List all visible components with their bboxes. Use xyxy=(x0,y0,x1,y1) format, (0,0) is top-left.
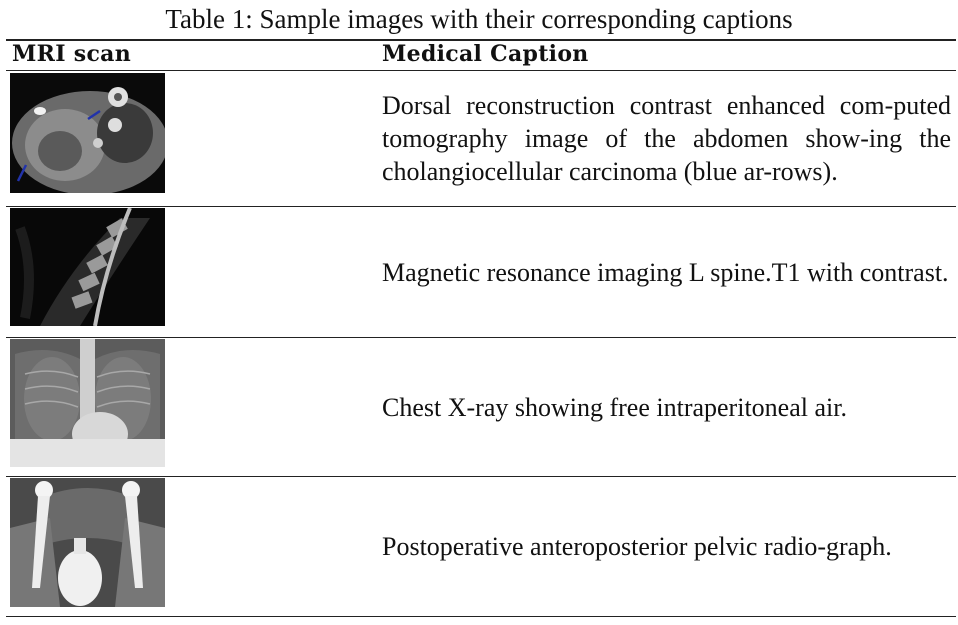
caption-cell xyxy=(382,72,951,205)
header-image-column: MRI scan xyxy=(12,41,132,67)
caption-cell xyxy=(382,207,951,337)
caption-cell xyxy=(382,477,951,615)
header-rule xyxy=(6,70,956,71)
table-caption: Table 1: Sample images with their corresponding captions xyxy=(165,4,793,34)
header-caption-column: Medical Caption xyxy=(382,41,589,67)
chest-xray-image xyxy=(10,339,165,467)
row-caption: Chest X-ray showing free intraperitoneal air. xyxy=(382,392,847,422)
abdomen-ct-image xyxy=(10,73,165,193)
row-caption: Magnetic resonance imaging L spine.T1 with contrast. xyxy=(382,257,949,287)
pelvic-radiograph-image xyxy=(10,478,165,607)
bottom-rule xyxy=(6,616,956,617)
row-caption: Postoperative anteroposterior pelvic radio-graph. xyxy=(382,531,892,561)
spine-mri-image xyxy=(10,208,165,326)
row-caption: Dorsal reconstruction contrast enhanced com-puted tomography image of the abdomen show-ing the cholangiocellular carcinoma (blue ar-rows). xyxy=(382,91,951,186)
caption-cell xyxy=(382,338,951,476)
